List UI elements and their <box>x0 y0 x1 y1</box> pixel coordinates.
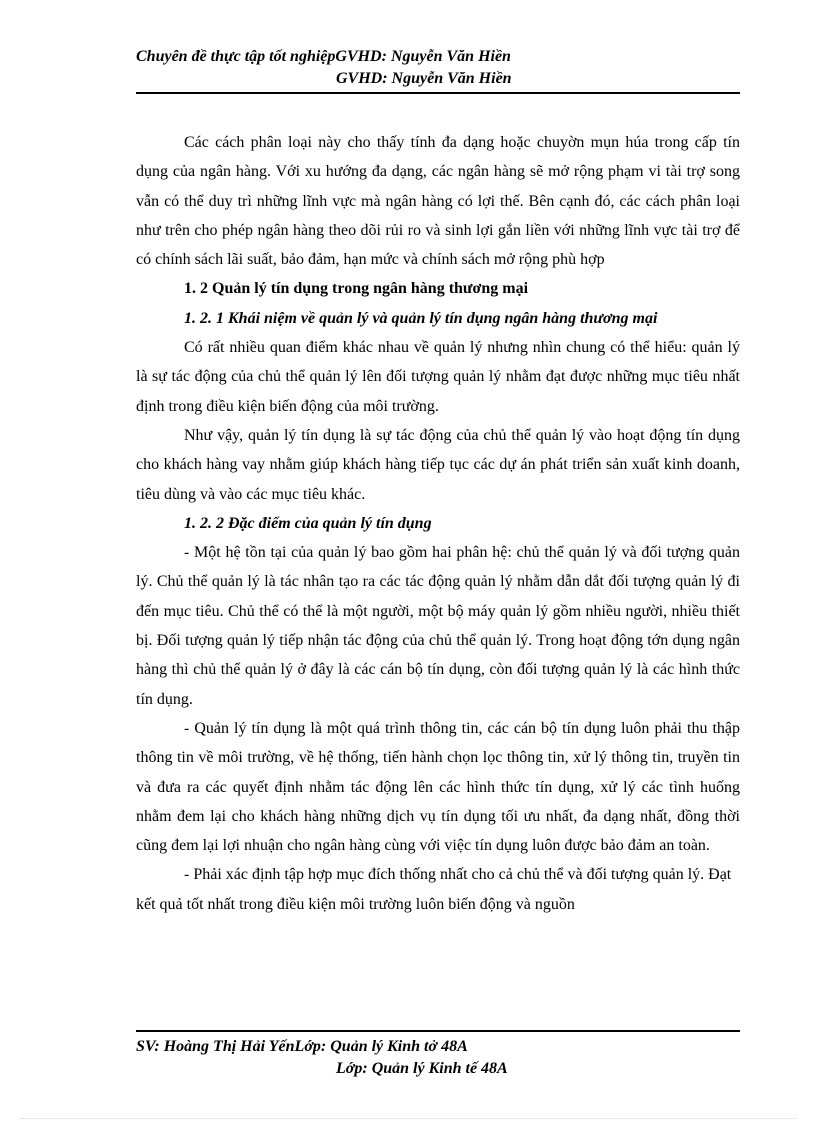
page-footer <box>136 1030 740 1080</box>
footer-class: Lớp: Quản lý Kinh tế 48A <box>336 1060 508 1077</box>
footer-student: SV: Hoàng Thị Hải YếnLớp: Quản lý Kinh tở 48A <box>136 1038 468 1055</box>
document-body <box>136 128 740 919</box>
paragraph-credit-management: Như vậy, quản lý tín dụng là sự tác động của chủ thể quản lý vào hoạt động tín dụng cho khách hàng vay nhằm giúp khách hàng tiếp tục các dự án phát triển sản xuất kinh doanh, tiêu dùng và vào các mục tiêu khác. <box>136 426 740 503</box>
page-header <box>136 46 740 90</box>
paragraph-feature-1: - Một hệ tồn tại của quản lý bao gồm hai phân hệ: chủ thể quản lý và đối tượng quản lý. Chủ thể quản lý là tác nhân tạo ra các tác động quản lý nhằm dẫn dắt đối tượng quản lý đi đến mục tiêu. Chủ thể có thể là một người, một bộ máy quản lý gồm nhiều người, nhiều thiết bị. Đối tượng quản lý tiếp nhận tác động của chủ thể quản lý. Trong hoạt động tớn dụng ngân hàng thì chủ thể quản lý ở đây là các cán bộ tín dụng, còn đối tượng quản lý là các hình thức tín dụng. <box>136 544 740 708</box>
paragraph-feature-3: - Phải xác định tập hợp mục đích thống nhất cho cả chủ thể và đối tượng quản lý. Đạt kết quả tốt nhất trong điều kiện môi trường luôn biến động và nguồn <box>136 866 732 913</box>
paragraph-classification: Các cách phân loại này cho thấy tính đa dạng hoặc chuyờn mụn húa trong cấp tín dụng của ngân hàng. Với xu hướng đa dạng, các ngân hàng sẽ mở rộng phạm vi tài trợ song vẫn có thể duy trì những lĩnh vực mà ngân hàng có lợi thế. Bên cạnh đó, các cách phân loại như trên cho phép ngân hàng theo dõi rủi ro và sinh lợi gắn liền với những lĩnh vực tài trợ để có chính sách lãi suất, bảo đảm, hạn mức và chính sách mở rộng phù hợp <box>136 134 740 269</box>
subsection-heading-concept: 1. 2. 1 Khái niệm về quản lý và quản lý tín dụng ngân hàng thương mại <box>184 309 658 327</box>
section-heading: 1. 2 Quản lý tín dụng trong ngân hàng thương mại <box>184 280 529 298</box>
page-bottom-divider <box>20 1118 796 1119</box>
header-title: Chuyên đề thực tập tốt nghiệpGVHD: Nguyễn Văn Hiền <box>136 48 511 65</box>
subsection-heading-features: 1. 2. 2 Đặc điểm của quản lý tín dụng <box>184 514 432 532</box>
paragraph-management-definition: Có rất nhiều quan điểm khác nhau về quản lý nhưng nhìn chung có thể hiểu: quản lý là sự tác động của chủ thể quản lý lên đối tượng quản lý nhằm đạt được những mục tiêu nhất định trong điều kiện biến động của môi trường. <box>136 339 740 415</box>
header-supervisor: GVHD: Nguyễn Văn Hiền <box>336 70 512 87</box>
paragraph-feature-2: - Quản lý tín dụng là một quá trình thông tin, các cán bộ tín dụng luôn phải thu thập thông tin về môi trường, về hệ thống, tiến hành chọn lọc thông tin, xử lý thông tin, truyền tin và đưa ra các quyết định nhằm tác động lên các hình thức tín dụng, xử lý các tình huống nhằm đem lại cho khách hàng những dịch vụ tín dụng tối ưu nhất, đa dạng nhất, đồng thời cũng đem lại lợi nhuận cho ngân hàng cùng với việc tín dụng luôn được bảo đảm an toàn. <box>136 719 740 855</box>
header-rule <box>136 92 740 94</box>
